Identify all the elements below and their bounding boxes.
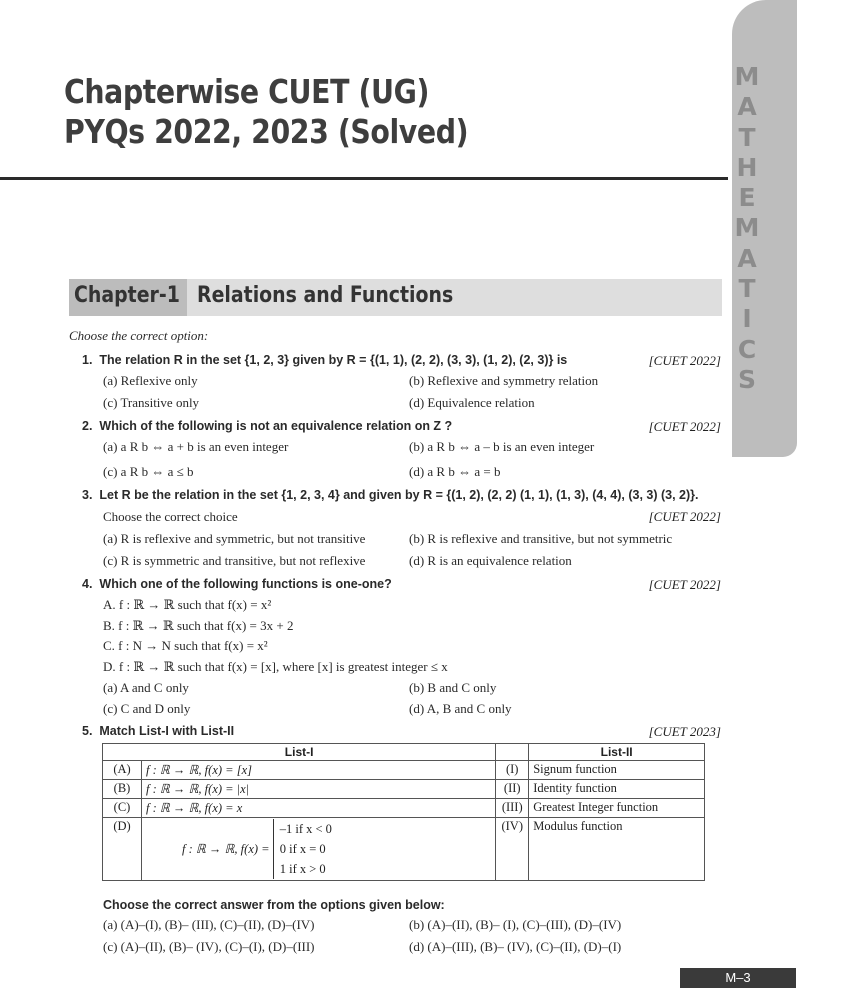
q4-item-c: C. f : N → N such that f(x) = x²	[103, 638, 268, 653]
q3-option-d: (d) R is an equivalence relation	[409, 553, 572, 568]
q5-option-c: (c) (A)–(II), (B)– (IV), (C)–(I), (D)–(III)	[103, 939, 315, 954]
question-2: 2. Which of the following is not an equivalence relation on Z ?	[82, 419, 453, 433]
question-2-tag: [CUET 2022]	[648, 419, 721, 434]
question-5: 5. Match List-I with List-II	[82, 724, 235, 738]
table-row: (D) f : ℝ → ℝ, f(x) = –1 if x < 0 0 if x = 0 1 if x > 0 (IV) Modulus function	[103, 818, 705, 881]
q1-option-d: (d) Equivalence relation	[409, 395, 535, 410]
question-3-tag: [CUET 2022]	[648, 509, 721, 524]
question-4-tag: [CUET 2022]	[648, 577, 721, 592]
q4-option-b: (b) B and C only	[409, 680, 497, 695]
list2-header: List-II	[529, 744, 705, 761]
question-4: 4. Which one of the following functions is one-one?	[82, 577, 392, 591]
q2-option-c: (c) a R b ⇔ a ≤ b	[103, 464, 194, 479]
q3-option-a: (a) R is reflexive and symmetric, but not transitive	[103, 531, 366, 546]
q2-option-a: (a) a R b ⇔ a + b is an even integer	[103, 439, 289, 454]
chapter-number: Chapter-1	[74, 283, 180, 308]
q4-item-a: A. f : ℝ → ℝ such that f(x) = x²	[103, 597, 272, 612]
table-row: (C) f : ℝ → ℝ, f(x) = x (III) Greatest Integer function	[103, 799, 705, 818]
instruction: Choose the correct option:	[69, 328, 209, 343]
match-table-header	[103, 744, 705, 761]
q1-option-b: (b) Reflexive and symmetry relation	[409, 373, 599, 388]
q5-option-b: (b) (A)–(II), (B)– (I), (C)–(III), (D)–(IV)	[409, 917, 622, 932]
piecewise-function-label: f : ℝ → ℝ, f(x) =	[182, 842, 270, 856]
q4-item-b: B. f : ℝ → ℝ such that f(x) = 3x + 2	[103, 618, 294, 633]
q4-item-d: D. f : ℝ → ℝ such that f(x) = [x], where [x] is greatest integer ≤ x	[103, 659, 448, 674]
book-title-line2: PYQs 2022, 2023 (Solved)	[64, 112, 469, 151]
q4-option-d: (d) A, B and C only	[409, 701, 512, 716]
piecewise-cases: –1 if x < 0 0 if x = 0 1 if x > 0	[273, 819, 332, 879]
page-number: M–3	[680, 968, 796, 988]
q1-option-c: (c) Transitive only	[103, 395, 200, 410]
q4-option-c: (c) C and D only	[103, 701, 191, 716]
question-3-subtext: Choose the correct choice	[103, 509, 238, 524]
match-table	[102, 743, 705, 881]
q1-option-a: (a) Reflexive only	[103, 373, 198, 388]
q5-option-a: (a) (A)–(I), (B)– (III), (C)–(II), (D)–(IV)	[103, 917, 315, 932]
question-3: 3. Let R be the relation in the set {1, 2, 3, 4} and given by R = {(1, 2), (2, 2) (1, 1), (1, 3), (4, 4), (3, 3) (3, 2)}.	[82, 488, 699, 502]
header-rule	[0, 177, 728, 180]
q4-option-a: (a) A and C only	[103, 680, 189, 695]
chapter-title: Relations and Functions	[197, 283, 454, 308]
list1-header: List-I	[103, 744, 496, 761]
question-5-tag: [CUET 2023]	[648, 724, 721, 739]
table-row: (B) f : ℝ → ℝ, f(x) = |x| (II) Identity function	[103, 780, 705, 799]
question-1-tag: [CUET 2022]	[648, 353, 721, 368]
q5-answer-prompt: Choose the correct answer from the options given below:	[103, 898, 445, 912]
subject-side-tab-letters: M A T H E M A T I C S	[734, 62, 760, 394]
question-1: 1. The relation R in the set {1, 2, 3} given by R = {(1, 1), (2, 2), (3, 3), (1, 2), (2, 3)} is	[82, 353, 568, 367]
q3-option-c: (c) R is symmetric and transitive, but not reflexive	[103, 553, 366, 568]
table-row: (A) f : ℝ → ℝ, f(x) = [x] (I) Signum function	[103, 761, 705, 780]
q3-option-b: (b) R is reflexive and transitive, but not symmetric	[409, 531, 673, 546]
q5-option-d: (d) (A)–(III), (B)– (IV), (C)–(II), (D)–(I)	[409, 939, 622, 954]
q2-option-d: (d) a R b ⇔ a = b	[409, 464, 501, 479]
q2-option-b: (b) a R b ⇔ a – b is an even integer	[409, 439, 595, 454]
book-title-line1: Chapterwise CUET (UG)	[64, 72, 430, 111]
